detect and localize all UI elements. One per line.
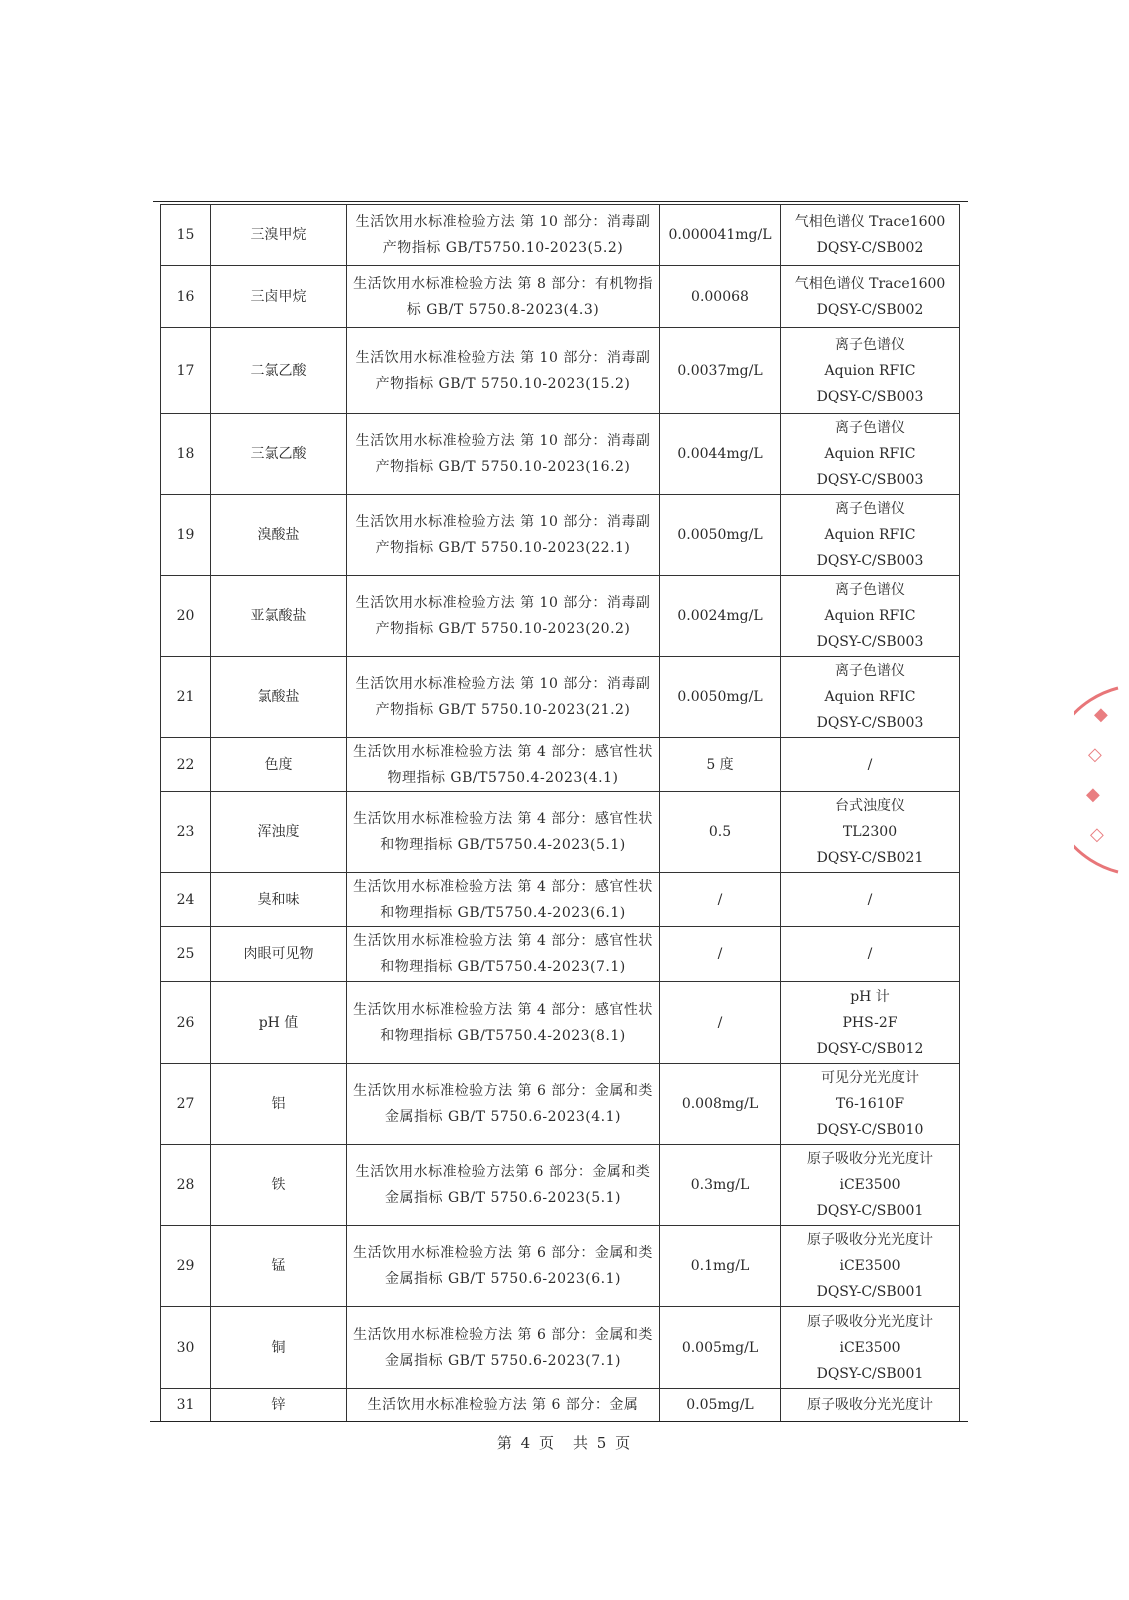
svg-text:◇: ◇ — [1090, 824, 1104, 845]
instrument-line: DQSY-C/SB003 — [816, 388, 924, 405]
svg-text:◆: ◆ — [1094, 704, 1108, 725]
row-number: 25 — [161, 927, 211, 982]
test-method: 生活饮用水标准检验方法 第 10 部分：消毒副产物指标 GB/T 5750.10-2023(21.2) — [347, 657, 660, 738]
instrument-line: / — [867, 946, 873, 962]
instrument-line: DQSY-C/SB010 — [816, 1122, 924, 1138]
table-row — [161, 982, 960, 1064]
instrument-line: 离子色谱仪 — [835, 336, 905, 353]
test-method: 生活饮用水标准检验方法 第 4 部分：感官性状和物理指标 GB/T5750.4-2023(6.1) — [347, 873, 660, 927]
red-seal-stamp — [1074, 680, 1129, 880]
instrument — [781, 1307, 960, 1389]
test-method: 生活饮用水标准检验方法 第 4 部分：感官性状和物理指标 GB/T5750.4-2023(5.1) — [347, 792, 660, 873]
table-row — [161, 328, 960, 414]
test-item: 浑浊度 — [211, 792, 347, 873]
detection-limit: / — [660, 927, 781, 982]
table-row — [161, 1226, 960, 1307]
table-row — [161, 576, 960, 657]
test-item: 锰 — [211, 1226, 347, 1307]
test-item: 铁 — [211, 1145, 347, 1226]
test-item: 锌 — [211, 1389, 347, 1422]
table-row — [161, 657, 960, 738]
test-item: 三卤甲烷 — [211, 266, 347, 328]
test-item: 铜 — [211, 1307, 347, 1389]
instrument-line: Aquion RFIC — [824, 608, 916, 624]
instrument — [781, 738, 960, 792]
instrument-line: DQSY-C/SB003 — [816, 553, 924, 569]
test-item: 溴酸盐 — [211, 495, 347, 576]
instrument-line: DQSY-C/SB003 — [816, 634, 924, 650]
test-method: 生活饮用水标准检验方法 第 10 部分：消毒副产物指标 GB/T5750.10-2023(5.2) — [347, 205, 660, 266]
row-number: 26 — [161, 982, 211, 1064]
table-row — [161, 495, 960, 576]
test-item: 三溴甲烷 — [211, 205, 347, 266]
instrument-line: DQSY-C/SB012 — [816, 1040, 924, 1057]
row-number: 31 — [161, 1389, 211, 1422]
test-item: 氯酸盐 — [211, 657, 347, 738]
test-method: 生活饮用水标准检验方法 第 6 部分：金属和类金属指标 GB/T 5750.6-2023(4.1) — [347, 1064, 660, 1145]
row-number: 21 — [161, 657, 211, 738]
instrument — [781, 495, 960, 576]
instrument-line: Aquion RFIC — [824, 527, 916, 543]
instrument — [781, 982, 960, 1064]
table-row — [161, 738, 960, 792]
instrument — [781, 1145, 960, 1226]
table-row — [161, 205, 960, 266]
test-method: 生活饮用水标准检验方法 第 10 部分：消毒副产物指标 GB/T 5750.10-2023(22.1) — [347, 495, 660, 576]
table-row — [161, 927, 960, 982]
detection-limit: 0.0050mg/L — [660, 495, 781, 576]
instrument — [781, 205, 960, 266]
detection-limit: 0.05mg/L — [660, 1389, 781, 1422]
instrument-line: 原子吸收分光光度计 — [807, 1313, 933, 1330]
detection-limit: 0.000041mg/L — [660, 205, 781, 266]
instrument-line: 台式浊度仪 — [835, 798, 905, 814]
instrument — [781, 576, 960, 657]
row-number: 23 — [161, 792, 211, 873]
instrument-line: 离子色谱仪 — [835, 501, 905, 517]
test-item: 臭和味 — [211, 873, 347, 927]
test-method: 生活饮用水标准检验方法 第 4 部分：感官性状和物理指标 GB/T5750.4-2023(8.1) — [347, 982, 660, 1064]
instrument — [781, 414, 960, 495]
row-number: 17 — [161, 328, 211, 414]
table-row — [161, 792, 960, 873]
test-method: 生活饮用水标准检验方法 第 10 部分：消毒副产物指标 GB/T 5750.10-2023(16.2) — [347, 414, 660, 495]
instrument-line: DQSY-C/SB001 — [816, 1203, 924, 1219]
instrument-line: Aquion RFIC — [824, 446, 916, 462]
row-number: 27 — [161, 1064, 211, 1145]
test-item: pH 值 — [211, 982, 347, 1064]
detection-limit: 0.0044mg/L — [660, 414, 781, 495]
instrument — [781, 873, 960, 927]
instrument — [781, 328, 960, 414]
test-item: 色度 — [211, 738, 347, 792]
instrument-line: DQSY-C/SB021 — [816, 850, 924, 866]
instrument — [781, 1064, 960, 1145]
test-method: 生活饮用水标准检验方法 第 4 部分：感官性状物理指标 GB/T5750.4-2023(4.1) — [347, 738, 660, 792]
row-number: 29 — [161, 1226, 211, 1307]
test-method: 生活饮用水标准检验方法 第 10 部分：消毒副产物指标 GB/T 5750.10-2023(20.2) — [347, 576, 660, 657]
instrument-line: 离子色谱仪 — [835, 420, 905, 436]
row-number: 15 — [161, 205, 211, 266]
instrument-line: DQSY-C/SB003 — [816, 715, 924, 731]
detection-limit: 0.0050mg/L — [660, 657, 781, 738]
instrument-line: 原子吸收分光光度计 — [807, 1151, 933, 1167]
detection-limit: 0.3mg/L — [660, 1145, 781, 1226]
instrument-line: DQSY-C/SB001 — [816, 1284, 924, 1300]
instrument-line: iCE3500 — [839, 1177, 901, 1193]
test-method: 生活饮用水标准检验方法 第 6 部分：金属和类金属指标 GB/T 5750.6-2023(6.1) — [347, 1226, 660, 1307]
instrument — [781, 1389, 960, 1422]
detection-limit: / — [660, 873, 781, 927]
instrument-line: Aquion RFIC — [824, 362, 916, 379]
bottom-rule — [150, 1421, 968, 1422]
instrument-line: 可见分光光度计 — [821, 1070, 919, 1086]
instrument — [781, 1226, 960, 1307]
row-number: 18 — [161, 414, 211, 495]
table-row — [161, 414, 960, 495]
instrument-line: DQSY-C/SB001 — [816, 1365, 924, 1382]
instrument — [781, 266, 960, 328]
svg-text:◇: ◇ — [1088, 744, 1102, 765]
instrument-line: 离子色谱仪 — [835, 663, 905, 679]
instrument-line: 离子色谱仪 — [835, 582, 905, 598]
detection-limit: 0.005mg/L — [660, 1307, 781, 1389]
test-method: 生活饮用水标准检验方法 第 4 部分：感官性状和物理指标 GB/T5750.4-2023(7.1) — [347, 927, 660, 982]
instrument-line: 原子吸收分光光度计 — [807, 1232, 933, 1248]
test-method: 生活饮用水标准检验方法第 6 部分：金属和类金属指标 GB/T 5750.6-2023(5.1) — [347, 1145, 660, 1226]
instrument-line: Aquion RFIC — [824, 689, 916, 705]
instrument-line: DQSY-C/SB002 — [816, 301, 924, 318]
instrument-line: pH 计 — [850, 988, 890, 1005]
test-item: 三氯乙酸 — [211, 414, 347, 495]
svg-text:◆: ◆ — [1086, 784, 1100, 805]
test-item: 铝 — [211, 1064, 347, 1145]
instrument-line: / — [867, 891, 873, 908]
test-method: 生活饮用水标准检验方法 第 6 部分：金属 — [347, 1389, 660, 1422]
instrument-line: T6-1610F — [835, 1096, 905, 1112]
table-row — [161, 266, 960, 328]
table-body — [161, 205, 960, 1422]
instrument-line: DQSY-C/SB002 — [816, 240, 924, 256]
instrument-line: iCE3500 — [839, 1339, 901, 1356]
detection-limit: 0.0037mg/L — [660, 328, 781, 414]
table-row — [161, 1145, 960, 1226]
row-number: 22 — [161, 738, 211, 792]
detection-limit: 0.008mg/L — [660, 1064, 781, 1145]
instrument — [781, 792, 960, 873]
row-number: 16 — [161, 266, 211, 328]
table-row — [161, 1307, 960, 1389]
test-method: 生活饮用水标准检验方法 第 10 部分：消毒副产物指标 GB/T 5750.10-2023(15.2) — [347, 328, 660, 414]
instrument — [781, 657, 960, 738]
row-number: 19 — [161, 495, 211, 576]
page-footer: 第 4 页 共 5 页 — [496, 1434, 633, 1452]
instrument-line: iCE3500 — [839, 1258, 901, 1274]
instrument-line: / — [867, 756, 873, 773]
instrument-line: 气相色谱仪 Trace1600 — [794, 214, 946, 230]
instrument-line: DQSY-C/SB003 — [816, 472, 924, 488]
table-row — [161, 873, 960, 927]
row-number: 24 — [161, 873, 211, 927]
instrument-line: 原子吸收分光光度计 — [807, 1397, 933, 1413]
test-item: 二氯乙酸 — [211, 328, 347, 414]
detection-limit: 0.00068 — [660, 266, 781, 328]
instrument-line: TL2300 — [842, 824, 898, 840]
detection-limit: 0.0024mg/L — [660, 576, 781, 657]
detection-limit: 0.5 — [660, 792, 781, 873]
instrument-line: PHS-2F — [842, 1014, 898, 1031]
instrument — [781, 927, 960, 982]
test-item: 亚氯酸盐 — [211, 576, 347, 657]
test-method: 生活饮用水标准检验方法 第 6 部分：金属和类金属指标 GB/T 5750.6-2023(7.1) — [347, 1307, 660, 1389]
test-method: 生活饮用水标准检验方法 第 8 部分：有机物指标 GB/T 5750.8-2023(4.3) — [347, 266, 660, 328]
row-number: 30 — [161, 1307, 211, 1389]
detection-limit: 0.1mg/L — [660, 1226, 781, 1307]
instrument-line: 气相色谱仪 Trace1600 — [794, 275, 946, 292]
table-row — [161, 1389, 960, 1422]
row-number: 28 — [161, 1145, 211, 1226]
test-method-table — [160, 204, 960, 1422]
table-row — [161, 1064, 960, 1145]
row-number: 20 — [161, 576, 211, 657]
detection-limit: 5 度 — [660, 738, 781, 792]
test-item: 肉眼可见物 — [211, 927, 347, 982]
detection-limit: / — [660, 982, 781, 1064]
top-rule — [153, 201, 968, 202]
